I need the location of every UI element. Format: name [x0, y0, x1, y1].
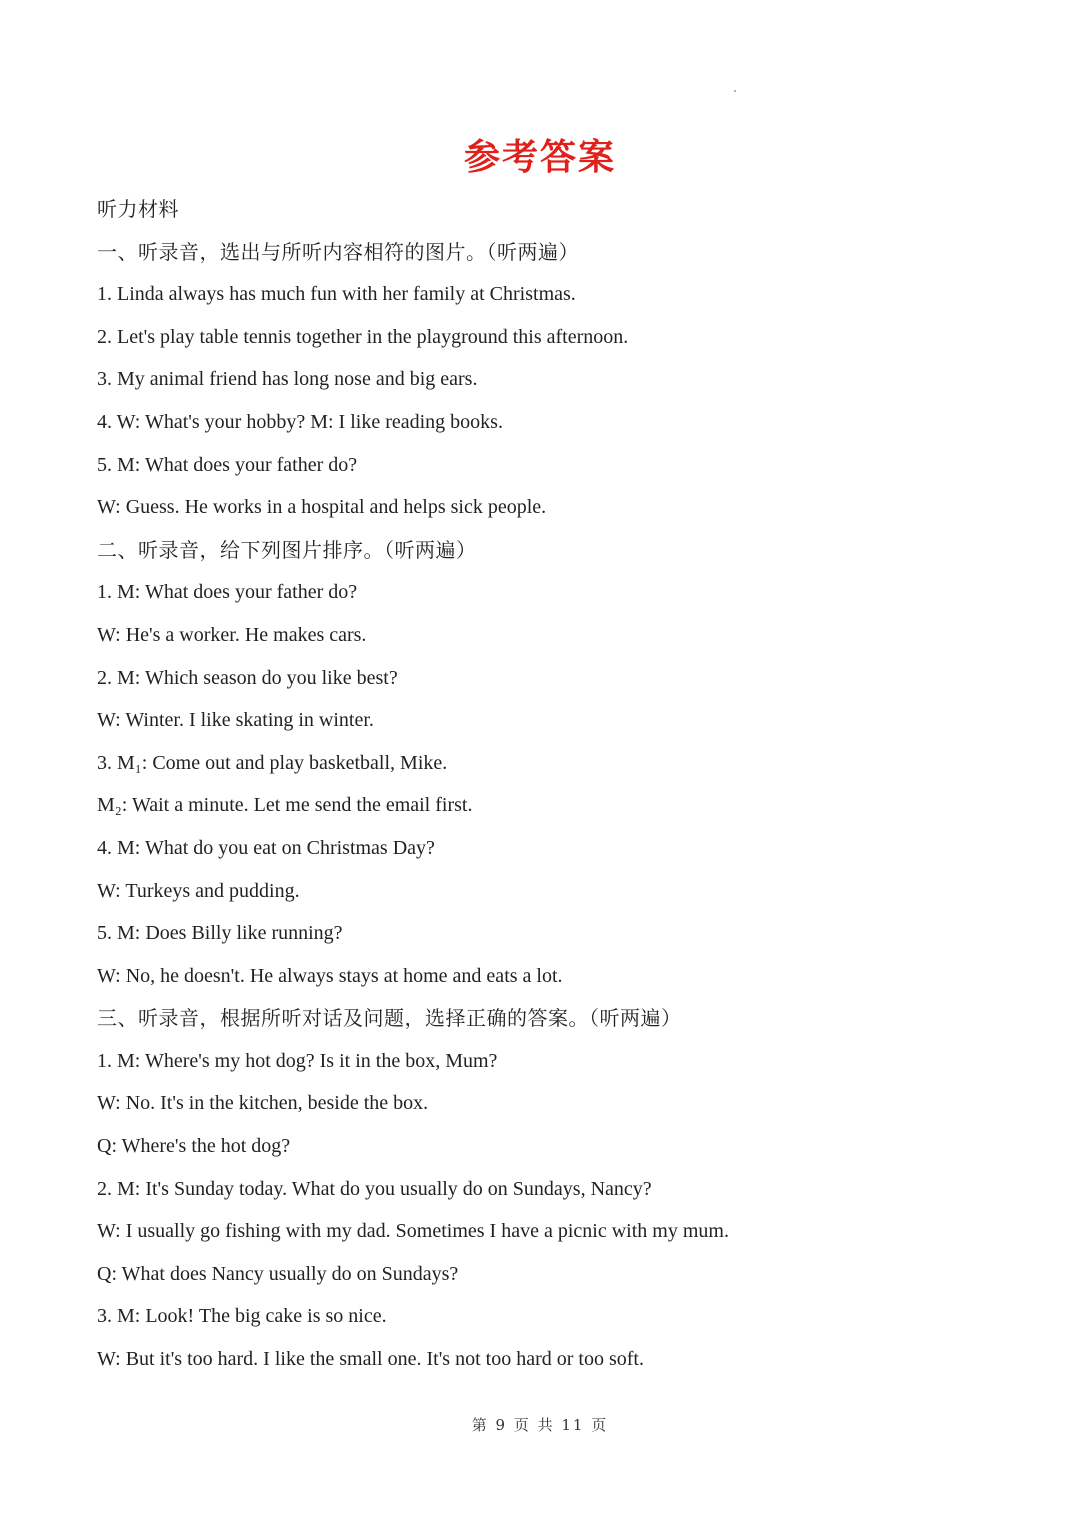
- text-line: 3. M: Look! The big cake is so nice.: [97, 1305, 387, 1328]
- text-line: 1. M: Where's my hot dog? Is it in the box, Mum?: [97, 1049, 498, 1072]
- text-line: 2. Let's play table tennis together in the playground this afternoon.: [97, 325, 629, 348]
- page-number-footer: 第 9 页 共 11 页: [471, 1416, 609, 1434]
- text-line: 2. M: It's Sunday today. What do you usually do on Sundays, Nancy?: [97, 1177, 652, 1200]
- text-line: W: Winter. I like skating in winter.: [97, 709, 374, 732]
- text-line: W: But it's too hard. I like the small one. It's not too hard or too soft.: [97, 1348, 644, 1371]
- text-line: W: I usually go fishing with my dad. Sometimes I have a picnic with my mum.: [97, 1220, 729, 1243]
- text-line: M₂: Wait a minute. Let me send the email first.: [97, 794, 473, 817]
- text-line: W: No. It's in the kitchen, beside the box.: [97, 1092, 429, 1115]
- text-line: W: He's a worker. He makes cars.: [97, 623, 367, 646]
- section-heading-listening-material: 听力材料: [97, 197, 179, 221]
- text-line: 1. Linda always has much fun with her family at Christmas.: [97, 283, 576, 306]
- text-line: W: Guess. He works in a hospital and helps sick people.: [97, 496, 547, 519]
- text-line: 5. M: Does Billy like running?: [97, 922, 343, 945]
- text-line: 3. My animal friend has long nose and big ears.: [97, 368, 478, 391]
- text-line: 2. M: Which season do you like best?: [97, 666, 398, 689]
- text-line: W: No, he doesn't. He always stays at home and eats a lot.: [97, 964, 563, 987]
- part-two-heading: 二、听录音，给下列图片排序。（听两遍）: [97, 537, 477, 562]
- speck-mark: [734, 90, 736, 92]
- text-line: 4. W: What's your hobby? M: I like reading books.: [97, 410, 503, 433]
- text-line: Q: What does Nancy usually do on Sundays?: [97, 1262, 459, 1285]
- text-line: 1. M: What does your father do?: [97, 581, 358, 604]
- text-line: 3. M₁: Come out and play basketball, Mike.: [97, 751, 448, 774]
- text-line: W: Turkeys and pudding.: [97, 879, 300, 902]
- part-three-heading: 三、听录音，根据所听对话及问题，选择正确的答案。（听两遍）: [97, 1006, 682, 1031]
- text-line: Q: Where's the hot dog?: [97, 1135, 291, 1158]
- document-body: [97, 188, 997, 1381]
- page-title: 参考答案: [463, 137, 616, 178]
- part-one-heading: 一、听录音，选出与所听内容相符的图片。（听两遍）: [97, 239, 579, 264]
- text-line: 5. M: What does your father do?: [97, 453, 358, 476]
- text-line: 4. M: What do you eat on Christmas Day?: [97, 836, 435, 859]
